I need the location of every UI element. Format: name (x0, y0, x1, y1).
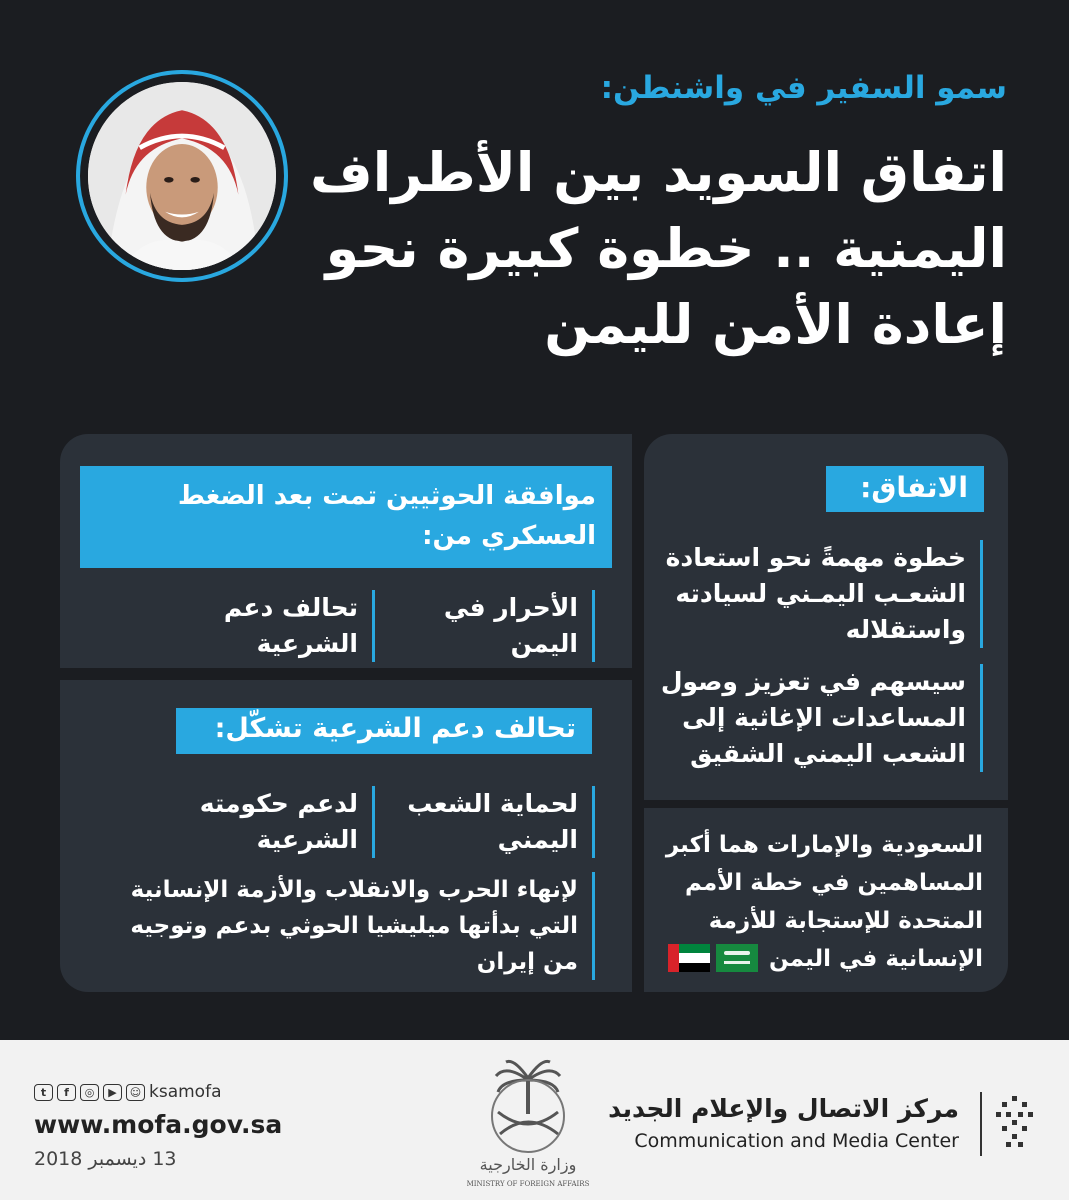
agreement-point (666, 540, 983, 648)
twitter-icon[interactable]: t (34, 1084, 53, 1101)
houthi-item-line: اليمن (510, 629, 578, 658)
flags (668, 944, 758, 972)
agreement-point-line: المساعدات الإغاثية إلى (682, 703, 966, 732)
ministry-emblem-drawing (466, 1052, 606, 1194)
houthi-tag-line: العسكري من: (422, 521, 596, 551)
footer (0, 1040, 1069, 1200)
coalition-item-line: لحماية الشعب (407, 789, 578, 818)
agreement-point-line: الشعـب اليمـني لسيادته (675, 579, 966, 608)
agreement-point-line: واستقلاله (845, 615, 966, 644)
instagram-icon[interactable]: ◎ (80, 1084, 99, 1101)
headline-line: اليمنية .. خطوة كبيرة نحو (325, 217, 1007, 280)
coalition-item-line: الشرعية (256, 825, 358, 854)
youtube-icon[interactable]: ▶ (103, 1084, 122, 1101)
snapchat-icon[interactable]: ☺ (126, 1084, 145, 1101)
footer-divider (980, 1092, 982, 1156)
subtitle: سمو السفير في واشنطن: (600, 70, 1007, 106)
coalition-item-line: التي بدأتها ميليشيا الحوثي بدعم وتوجيه (130, 913, 578, 939)
facebook-icon[interactable]: f (57, 1084, 76, 1101)
social-handle[interactable]: ksamofa (149, 1082, 222, 1102)
coalition-item-line: لدعم حكومته (199, 789, 358, 818)
houthi-item-line: الأحرار في (443, 593, 578, 622)
ambassador-photo-frame (76, 70, 288, 282)
social-links (34, 1082, 221, 1102)
agreement-point-line: الشعب اليمني الشقيق (690, 739, 966, 768)
houthi-item (224, 590, 375, 662)
coalition-item (407, 786, 595, 858)
agreement-point-line: سيسهم في تعزيز وصول (660, 667, 966, 696)
ministry-name-ar: وزارة الخارجية (479, 1155, 577, 1174)
agreement-point-line: خطوة مهمةً نحو استعادة (665, 543, 966, 572)
houthi-item-line: الشرعية (256, 629, 358, 658)
media-center-name-en: Communication and Media Center (634, 1130, 959, 1152)
agreement-tag: الاتفاق: (826, 466, 984, 512)
houthi-item-line: تحالف دعم (223, 593, 358, 622)
coalition-tag: تحالف دعم الشرعية تشكّل: (176, 708, 592, 754)
coalition-item (130, 872, 595, 980)
ministry-name-en: MINISTRY OF FOREIGN AFFAIRS (466, 1180, 590, 1188)
uae-flag-icon (668, 944, 710, 972)
houthi-item (444, 590, 595, 662)
note-line: الإنسانية في اليمن (768, 946, 983, 972)
ambassador-photo (88, 82, 276, 270)
coalition-item-line: لإنهاء الحرب والانقلاب والأزمة الإنسانية (130, 877, 578, 903)
headline-line: اتفاق السويد بين الأطراف (310, 141, 1007, 204)
coalition-item-line: اليمني (497, 825, 578, 854)
publish-date: 13 ديسمبر 2018 (34, 1148, 177, 1170)
agreement-point (661, 664, 983, 772)
media-center-name-ar: مركز الاتصال والإعلام الجديد (608, 1094, 959, 1123)
coalition-item-line: من إيران (476, 949, 578, 975)
note-line: السعودية والإمارات هما أكبر (665, 832, 983, 858)
headline-line: إعادة الأمن لليمن (544, 293, 1007, 356)
houthi-tag (80, 466, 612, 568)
headline (307, 135, 1007, 363)
note-line: المساهمين في خطة الأمم (684, 870, 983, 896)
ministry-emblem-icon (466, 1052, 606, 1194)
note-line: المتحدة للإستجابة للأزمة (708, 908, 983, 934)
houthi-tag-line: موافقة الحوثيين تمت بعد الضغط (177, 481, 596, 511)
media-center-logo-drawing (992, 1094, 1036, 1150)
website-link[interactable]: www.mofa.gov.sa (34, 1110, 283, 1139)
saudi-flag-icon (716, 944, 758, 972)
portrait-illustration (88, 82, 276, 270)
coalition-item (200, 786, 375, 858)
media-center-logo-icon (992, 1094, 1036, 1150)
